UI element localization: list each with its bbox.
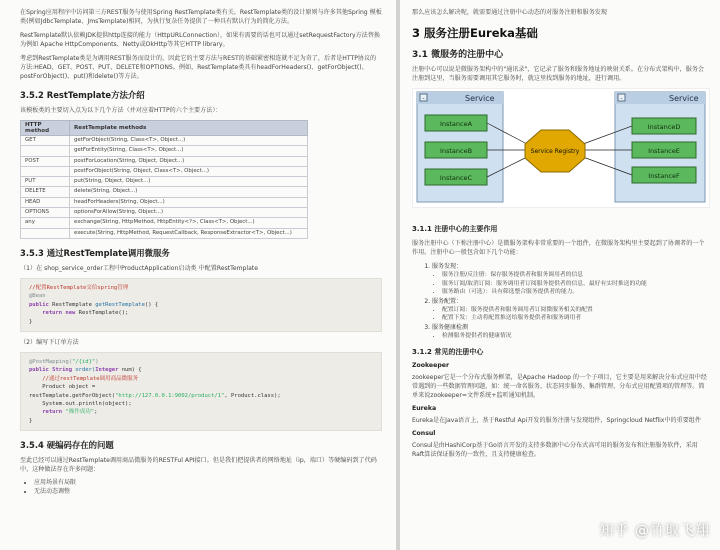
table-cell (21, 228, 70, 238)
paragraph: 该模板类的主要切入点为以下几个方法（并对应着HTTP的六个主要方法）： (20, 107, 222, 114)
section-heading: 3.1.1 注册中心的主要作用 (412, 225, 498, 233)
service-label-left: Service (465, 94, 495, 103)
section-heading: 3.1 微服务的注册中心 (412, 50, 504, 60)
table-row (21, 218, 308, 228)
instance-label: InstanceC (439, 174, 473, 182)
chapter-heading: 3 服务注册Eureka基础 (412, 26, 538, 40)
registry-label: Service Registry (530, 148, 580, 155)
instance-label: InstanceB (439, 147, 473, 155)
problem-list (20, 479, 382, 497)
paragraph: 至此已经可以通过RestTemplate调用商品微服务的RESTFul API接口。但是我们把提供者的网络地址（ip，端口）等硬编码到了代码中，这种做法存在许多问题： (20, 457, 377, 474)
table-cell: exchange(String, HttpMethod, HttpEntity<?>, Class<T>, Object...) (70, 218, 308, 228)
table-row (21, 208, 308, 218)
table-row (21, 228, 308, 238)
function-list (412, 262, 708, 341)
step-text: （2）编写下订单方法 (20, 339, 79, 346)
table-cell: postForLocation(String, Object, Object...) (70, 156, 308, 166)
section-heading: 3.5.3 通过RestTemplate调用微服务 (20, 247, 170, 258)
table-row (21, 136, 308, 146)
list-item: 2. 服务配置： • 配置订阅：服务提供者和服务调用者订阅微服务相关的配置 • 配置下发：主动将配置推送给服务提供者和服务调用者 (432, 297, 708, 323)
table-row (21, 146, 308, 156)
table-row (21, 187, 308, 197)
list-item: • 检测服务提供者的健康情况 (442, 332, 708, 341)
section-heading: 3.5.4 硬编码存在的问题 (20, 440, 114, 451)
list-item: • 服务订阅/取消订阅：服务调用者订阅服务提供者的信息，最好有实时推送的功能 (442, 280, 708, 289)
table-row (21, 177, 308, 187)
step-text: （1）在 shop_service_order工程中ProductApplication启动类 中配置RestTemplate (20, 264, 258, 272)
table-cell: delete(String, Object...) (70, 187, 308, 197)
list-item: 3. 服务健康检测 • 检测服务提供者的健康情况 (432, 323, 708, 341)
list-item: • 配置订阅：服务提供者和服务调用者订阅微服务相关的配置 (442, 306, 708, 315)
table-cell: postForObject(String, Object, Class<T>, Object...) (70, 166, 308, 176)
collapse-icon: - (620, 95, 623, 102)
list-item: • 应用场景有局限 (34, 479, 382, 488)
table-cell: OPTIONS (21, 208, 70, 218)
paragraph: Eureka是在Java语言上，基于Restful Api开发的服务注册与发现组件，Springcloud Netflix中的重要组件 (412, 416, 701, 424)
table-cell: POST (21, 156, 70, 166)
list-item: • 服务注册/反注册：保存服务提供者和服务调用者的信息 (442, 271, 708, 280)
table-cell: PUT (21, 177, 70, 187)
service-registry-diagram (412, 88, 710, 208)
code-block-resttemplate: //配置RestTemplate交给spring管理 @Bean public RestTemplate getRestTemplate() { return new RestTemplate(); } (20, 278, 382, 332)
table-header-cell: HTTP method (21, 121, 70, 136)
table-cell: headForHeaders(String, Object...) (70, 197, 308, 207)
paragraph: 那么应该怎么解决呢，就需要通过注册中心动态的对服务注册和服务发现 (412, 9, 607, 16)
table-header-row (21, 121, 308, 136)
paragraph: 考虑到RestTemplate类是为调用REST服务而设计的，因此它的主要方法与REST的基础紧密相连就不足为奇了，后者是HTTP协议的方法:HEAD、GET、POST、PUT、DELETE和OPTIONS。例如，RestTemplate类具有headForHeaders()、getForObject()、postForObject()、put()和delete()等方法。 (20, 55, 377, 80)
instance-label: InstanceA (439, 120, 473, 128)
table-cell: DELETE (21, 187, 70, 197)
paragraph: RestTemplate默认依赖JDK提供http连接的能力（HttpURLConnection），如果有需要的话也可以通过setRequestFactory方法替换为例如 Apache HttpComponents、Netty或OkHttp等其它HTTP library。 (20, 32, 380, 48)
section-heading: 3.1.2 常见的注册中心 (412, 347, 484, 356)
table-cell: getForObject(String, Class<T>, Object...) (70, 136, 308, 146)
paragraph: 服务注册中心（下称注册中心）是微服务架构非常重要的一个组件，在微服务架构里主要起到了协调者的一个作用。注册中心一般包含如下几个功能： (412, 240, 705, 256)
table-cell: put(String, Object, Object...) (70, 177, 308, 187)
subheading-consul: Consul (412, 429, 436, 437)
watermark: 知乎 @竹取飞翔 (599, 523, 710, 539)
table-row (21, 197, 308, 207)
paragraph: 注册中心可以说是微服务架构中的"通讯录"，它记录了服务和服务地址的映射关系。在分布式架构中，服务会注册到这里，当服务需要调用其它服务时，就这里找到服务的地址，进行调用。 (412, 66, 705, 82)
table-cell: HEAD (21, 197, 70, 207)
table-row (21, 156, 308, 166)
subheading-zookeeper: Zookeeper (412, 361, 450, 369)
table-cell: getForEntity(String, Class<T>, Object...) (70, 146, 308, 156)
table-cell (21, 166, 70, 176)
list-item: • 服务路由（可选）：具有筛选整合服务提供者的能力。 (442, 288, 708, 297)
rest-methods-table (20, 120, 308, 239)
paragraph: Consul是由HashiCorp基于Go语言开发的支持多数据中心分布式高可用的服务发布和注册服务软件，采用Raft算法保证服务的一致性，且支持健康检查。 (412, 441, 698, 458)
section-heading: 3.5.2 RestTemplate方法介绍 (20, 90, 145, 100)
collapse-icon: - (422, 95, 425, 102)
table-cell (21, 146, 70, 156)
table-cell: GET (21, 136, 70, 146)
table-row (21, 166, 308, 176)
list-item: • 配置下发：主动将配置推送给服务提供者和服务调用者 (442, 314, 708, 323)
table-header-cell: RestTemplate methods (70, 121, 308, 136)
paragraph: zookeeper它是一个分布式服务框架，是Apache Hadoop 的一个子项目，它主要是用来解决分布式应用中经常遇到的一些数据管理问题，如：统一命名服务、状态同步服务、集群管理、分布式应用配置项的管理等。简单来说zookeeper=文件系统+监听通知机制。 (412, 373, 707, 399)
service-label-right: Service (669, 94, 699, 103)
table-cell: any (21, 218, 70, 228)
list-item: • 无法动态调整 (34, 488, 382, 497)
instance-label: InstanceF (648, 172, 680, 180)
paragraph: 在Spring应用程序中访问第三方REST服务与使用Spring RestTemplate类有关。RestTemplate类的设计原则与许多其他Spring 模板类(例如JdbcTemplate、JmsTemplate)相同，为执行复杂任务提供了一种具有默认行为的简化方法。 (20, 9, 382, 25)
subheading-eureka: Eureka (412, 404, 437, 412)
instance-label: InstanceE (648, 147, 680, 155)
list-item: 1. 服务发现： • 服务注册/反注册：保存服务提供者和服务调用者的信息 • 服务订阅/取消订阅：服务调用者订阅服务提供者的信息，最好有实时推送的功能 • 服务路由（可选）：具有筛选整合服务提供者的能力。 (432, 262, 708, 297)
table-cell: execute(String, HttpMethod, RequestCallback, ResponseExtractor<T>, Object...) (70, 228, 308, 238)
instance-label: InstanceD (647, 123, 681, 131)
code-block-order: @PostMapping("/{id}") public String order(Integer num) { //通过restTemplate调用商品微服务 Product object = restTemplate.getForObject("http://127.0.0.1:9002/product/1", Product.class); System.out.println(object); return "操作成功"; } (20, 352, 382, 431)
right-page (400, 0, 720, 550)
table-cell: optionsForAllow(String, Object...) (70, 208, 308, 218)
